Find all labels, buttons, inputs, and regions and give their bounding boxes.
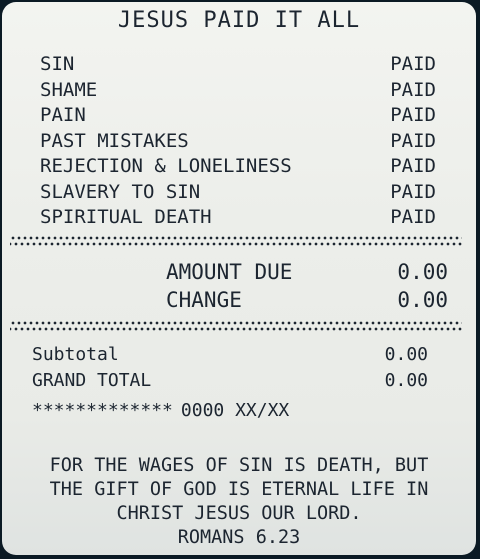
totals-section: [32, 342, 428, 394]
item-label: SPIRITUAL DEATH: [40, 206, 212, 228]
verse-line: CHRIST JESUS OUR LORD.: [116, 503, 362, 524]
receipt: [2, 2, 476, 555]
item-list: [40, 52, 436, 231]
item-status: PAID: [390, 206, 436, 228]
subtotal-row: [32, 342, 428, 368]
change-value: 0.00: [397, 288, 448, 312]
item-status: PAID: [390, 104, 436, 126]
item-status: PAID: [390, 180, 436, 203]
item-status: PAID: [390, 78, 436, 101]
amount-due-section: [166, 258, 448, 314]
verse-reference: ROMANS 6.23: [177, 527, 301, 548]
item-label: REJECTION & LONELINESS: [40, 155, 292, 177]
card-line: [32, 400, 289, 421]
line-item: [40, 52, 436, 78]
line-item: [40, 180, 436, 206]
card-number: 0000 XX/XX: [180, 400, 290, 421]
change-label: CHANGE: [166, 288, 242, 312]
line-item: [40, 78, 436, 104]
subtotal-label: Subtotal: [32, 344, 119, 365]
line-item: [40, 205, 436, 231]
grand-total-row: [32, 368, 428, 394]
card-mask: *************: [32, 400, 173, 421]
amount-due-label: AMOUNT DUE: [166, 260, 293, 284]
line-item: [40, 129, 436, 155]
receipt-title: JESUS PAID IT ALL: [117, 8, 361, 33]
dotted-divider: [10, 320, 462, 332]
verse-line: FOR THE WAGES OF SIN IS DEATH, BUT: [49, 455, 429, 476]
item-status: PAID: [390, 129, 436, 152]
verse-line: THE GIFT OF GOD IS ETERNAL LIFE IN: [49, 479, 429, 500]
amount-due-row: [166, 258, 448, 286]
item-status: PAID: [390, 155, 436, 177]
change-row: [166, 286, 448, 314]
dotted-divider: [10, 235, 462, 247]
subtotal-value: 0.00: [384, 344, 428, 365]
verse-block: [2, 454, 476, 550]
item-status: PAID: [390, 53, 436, 75]
grand-total-label: GRAND TOTAL: [32, 370, 152, 391]
item-label: SIN: [40, 53, 75, 75]
grand-total-value: 0.00: [384, 370, 428, 391]
item-label: SHAME: [40, 78, 98, 101]
item-label: PAIN: [40, 104, 86, 126]
line-item: [40, 103, 436, 129]
item-label: SLAVERY TO SIN: [40, 180, 201, 203]
item-label: PAST MISTAKES: [40, 129, 189, 152]
line-item: [40, 154, 436, 180]
amount-due-value: 0.00: [397, 260, 448, 284]
